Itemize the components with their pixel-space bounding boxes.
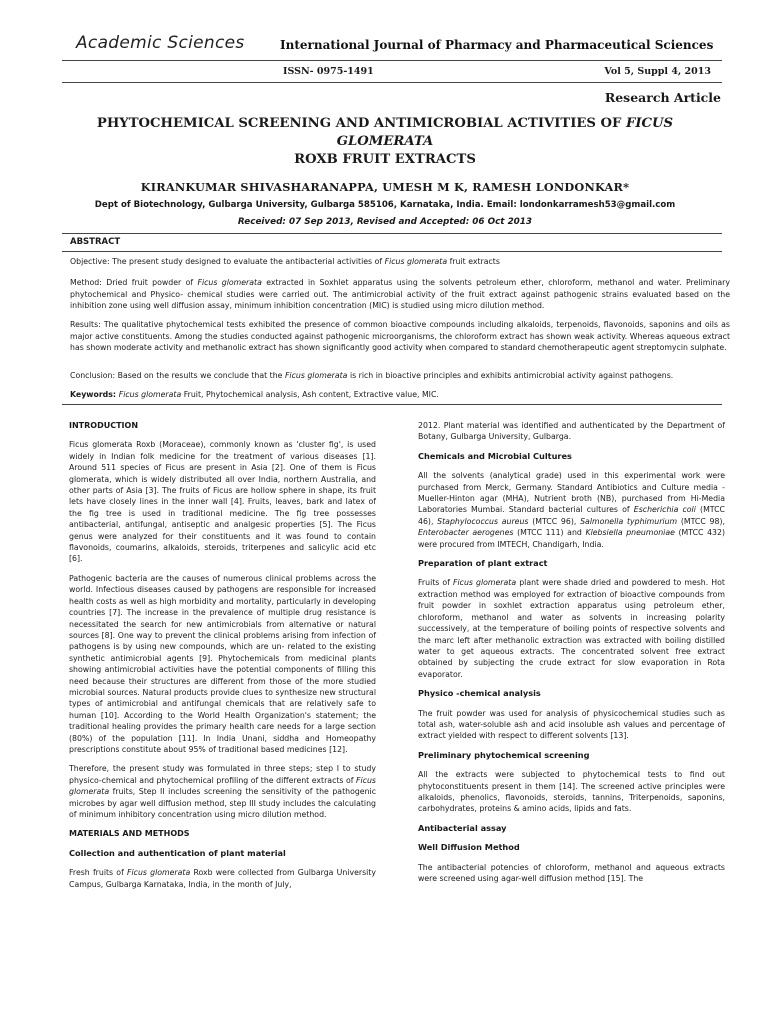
title-species: FICUS GLOMERATA [336,116,674,149]
right-column [418,420,725,892]
received-dates: Received: 07 Sep 2013, Revised and Accepted: 06 Oct 2013 [237,217,533,227]
header-rule-bottom [62,82,722,83]
preliminary-screening-paragraph: All the extracts were subjected to phytochemical tests to find out phytoconstituents present in them [14]. The screened active principles were alkaloids, phenolics, flavonoids, steroids, tannins, Triterpenoids, saponins, carbohydrates, proteins & amino acids, lipids and fats. [418,770,725,814]
abstract-rule-bottom [62,404,722,405]
abstract-heading: ABSTRACT [70,237,121,247]
affiliation: Dept of Biotechnology, Gulbarga University, Gulbarga 585106, Karnataka, India. Email: londonkarramesh53@gmail.com [94,200,676,210]
abstract-results: Results: The qualitative phytochemical tests exhibited the presence of common bioactive compounds including alkaloids, terpenoids, flavonoids, saponins and oils as major active constituents. Among the studies conducted against pathogenic microorganisms, the chloroform extract has shown weak activity. Whereas aqueous extract has shown moderate activity and methanolic extract has shown significantly good activity when compared to standard chemotherapeutic agent streptomycin sulphate. [70,320,730,353]
paper-title [70,115,700,169]
antibacterial-assay-heading: Antibacterial assay [418,822,507,833]
issn: ISSN- 0975-1491 [283,66,374,77]
authors: KIRANKUMAR SHIVASHARANAPPA, UMESH M K, RAMESH LONDONKAR* [140,180,630,194]
intro-paragraph-3: Therefore, the present study was formulated in three steps; step I to study physico-chemical and phytochemical profiling of the different extracts of Ficus glomerata fruits, Step II includes screening the sensitivity of the pathogenic microbes by agar well diffusion method, step III study includes the calculating of minimum inhibitory concentration using micro dilution method. [69,764,376,819]
introduction-heading: INTRODUCTION [69,421,139,430]
collection-paragraph: Fresh fruits of Ficus glomerata Roxb were collected from Gulbarga University Campus, Gulbarga Karnataka, India, in the month of July, [69,868,376,889]
title-part-2: ROXB FRUIT EXTRACTS [294,152,476,167]
journal-name: International Journal of Pharmacy and Pharmaceutical Sciences [280,38,714,52]
publisher-logo: Academic Sciences [76,33,245,53]
intro-paragraph-1: Ficus glomerata Roxb (Moraceae), commonly known as 'cluster fig', is used widely in Indian folk medicine for the treatment of various diseases [1]. Around 511 species of Ficus are present in Asia [2]. One of them is Ficus glomerata, which is widely distributed all over India, northern Australia, and other parts of Asia [3]. The fruits of Ficus are hollow sphere in shape, its fruit lets have closely lines in the inner wall [4]. Fruits, leaves, bark and latex of the fig tree is used in traditional medicine. The fig tree possesses antibacterial, antifungal, antiseptic and analgesic properties [5]. The Ficus genus were analyzed for their constituents and it was found to contain flavonoids, coumarins, alkaloids, steroids, triterpenes and salicylic acid etc [6]. [69,440,376,564]
physico-chemical-heading: Physico -chemical analysis [418,688,541,699]
preparation-paragraph: Fruits of Ficus glomerata plant were shade dried and powdered to mesh. Hot extraction method was employed for extraction of bioactive compounds from fruit powder in soxhlet extraction apparatus using petroleum ether, chloroform, methanol and water as solvents in increasing polarity successively, at the temperature of boiling points of respective solvents and the marc left after methanolic extraction was extracted with boiling distilled water to get aqueous extracts. The concentrated solvent free extract obtained by subjecting the crude extract for slow evaporation in Rota evaporator. [418,578,725,679]
materials-methods-heading: MATERIALS AND METHODS [69,829,190,839]
abstract-rule-top [62,233,722,234]
preparation-heading: Preparation of plant extract [418,558,548,569]
preliminary-screening-heading: Preliminary phytochemical screening [418,749,590,760]
chemicals-heading: Chemicals and Microbial Cultures [418,450,572,461]
well-diffusion-paragraph: The antibacterial potencies of chloroform, methanol and aqueous extracts were screened using agar-well diffusion method [15]. The [418,862,725,883]
intro-paragraph-2: Pathogenic bacteria are the causes of numerous clinical problems across the world. Infectious diseases caused by pathogens are responsible for increased health costs as well as high morbidity and mortality, particularly in developing countries [7]. The increase in the prevalence of multiple drug resistance is necessitated the search for new antimicrobials from alternative or natural sources [8]. One way to prevent the clinical problems arising from infection of pathogens is by using new compounds, which are un- related to the existing synthetic antimicrobial agents [9]. Phytochemicals from medicinal plants showing antimicrobial activities have the potential components of filling this need because their structures are different from those of the more studied microbial sources. Natural products provide clues to synthesize new structural types of antimicrobial and antifungal chemicals that are relatively safe to human [10]. According to the World Health Organization's statement; the traditional healing provides the primary health care needs for a large section (80%) of the population [11]. In India Unani, siddha and Homeopathy prescriptions constitute about 95% of traditional based medicines [12]. [69,573,376,754]
collection-continued: 2012. Plant material was identified and authenticated by the Department of Botany, Gulbarga University, Gulbarga. [418,421,725,442]
abstract-objective: Objective: The present study designed to evaluate the antibacterial activities of Ficus glomerata fruit extracts [70,257,500,266]
left-column [69,420,376,898]
article-type: Research Article [604,90,721,105]
physico-chemical-paragraph: The fruit powder was used for analysis of physicochemical studies such as total ash, water-soluble ash and acid insoluble ash values and percentage of extract yielded with respect to different solvents [13]. [418,708,725,741]
title-part-1: PHYTOCHEMICAL SCREENING AND ANTIMICROBIAL ACTIVITIES OF [96,116,626,131]
abstract-conclusion: Conclusion: Based on the results we conclude that the Ficus glomerata is rich in bioactive principles and exhibits antimicrobial activity against pathogens. [70,371,674,380]
chemicals-paragraph: All the solvents (analytical grade) used in this experimental work were purchased from Merck, Germany. Standard Antibiotics and Culture media - Mueller-Hinton agar (MHA), Nutrient broth (NB), purchased from Hi-Media Laboratories Mumbai. Standard bacterial cultures of Escherichia coli (MTCC 46), Staphylococcus aureus (MTCC 96), Salmonella typhimurium (MTCC 98), Enterobacter aerogenes (MTCC 111) and Klebsiella pneumoniae (MTCC 432) were procured from IMTECH, Chandigarh, India. [418,471,725,549]
collection-heading: Collection and authentication of plant material [69,847,286,858]
abstract-keywords: Keywords: Ficus glomerata Fruit, Phytochemical analysis, Ash content, Extractive value, MIC. [70,390,439,399]
abstract-rule-mid [62,251,722,252]
abstract-method: Method: Dried fruit powder of Ficus glomerata extracted in Soxhlet apparatus using the solvents petroleum ether, chloroform, methanol and water. Preliminary phytochemical and Physico- chemical studies were carried out. The antimicrobial activity of the fruit extract against pathogenic strains evaluated based on the inhibition zone using well diffusion assay, minimum inhibition concentration (MIC) is studied using micro dilution method. [70,278,731,311]
volume-info: Vol 5, Suppl 4, 2013 [604,66,711,77]
well-diffusion-heading: Well Diffusion Method [418,842,520,853]
header-rule-top [62,60,722,61]
